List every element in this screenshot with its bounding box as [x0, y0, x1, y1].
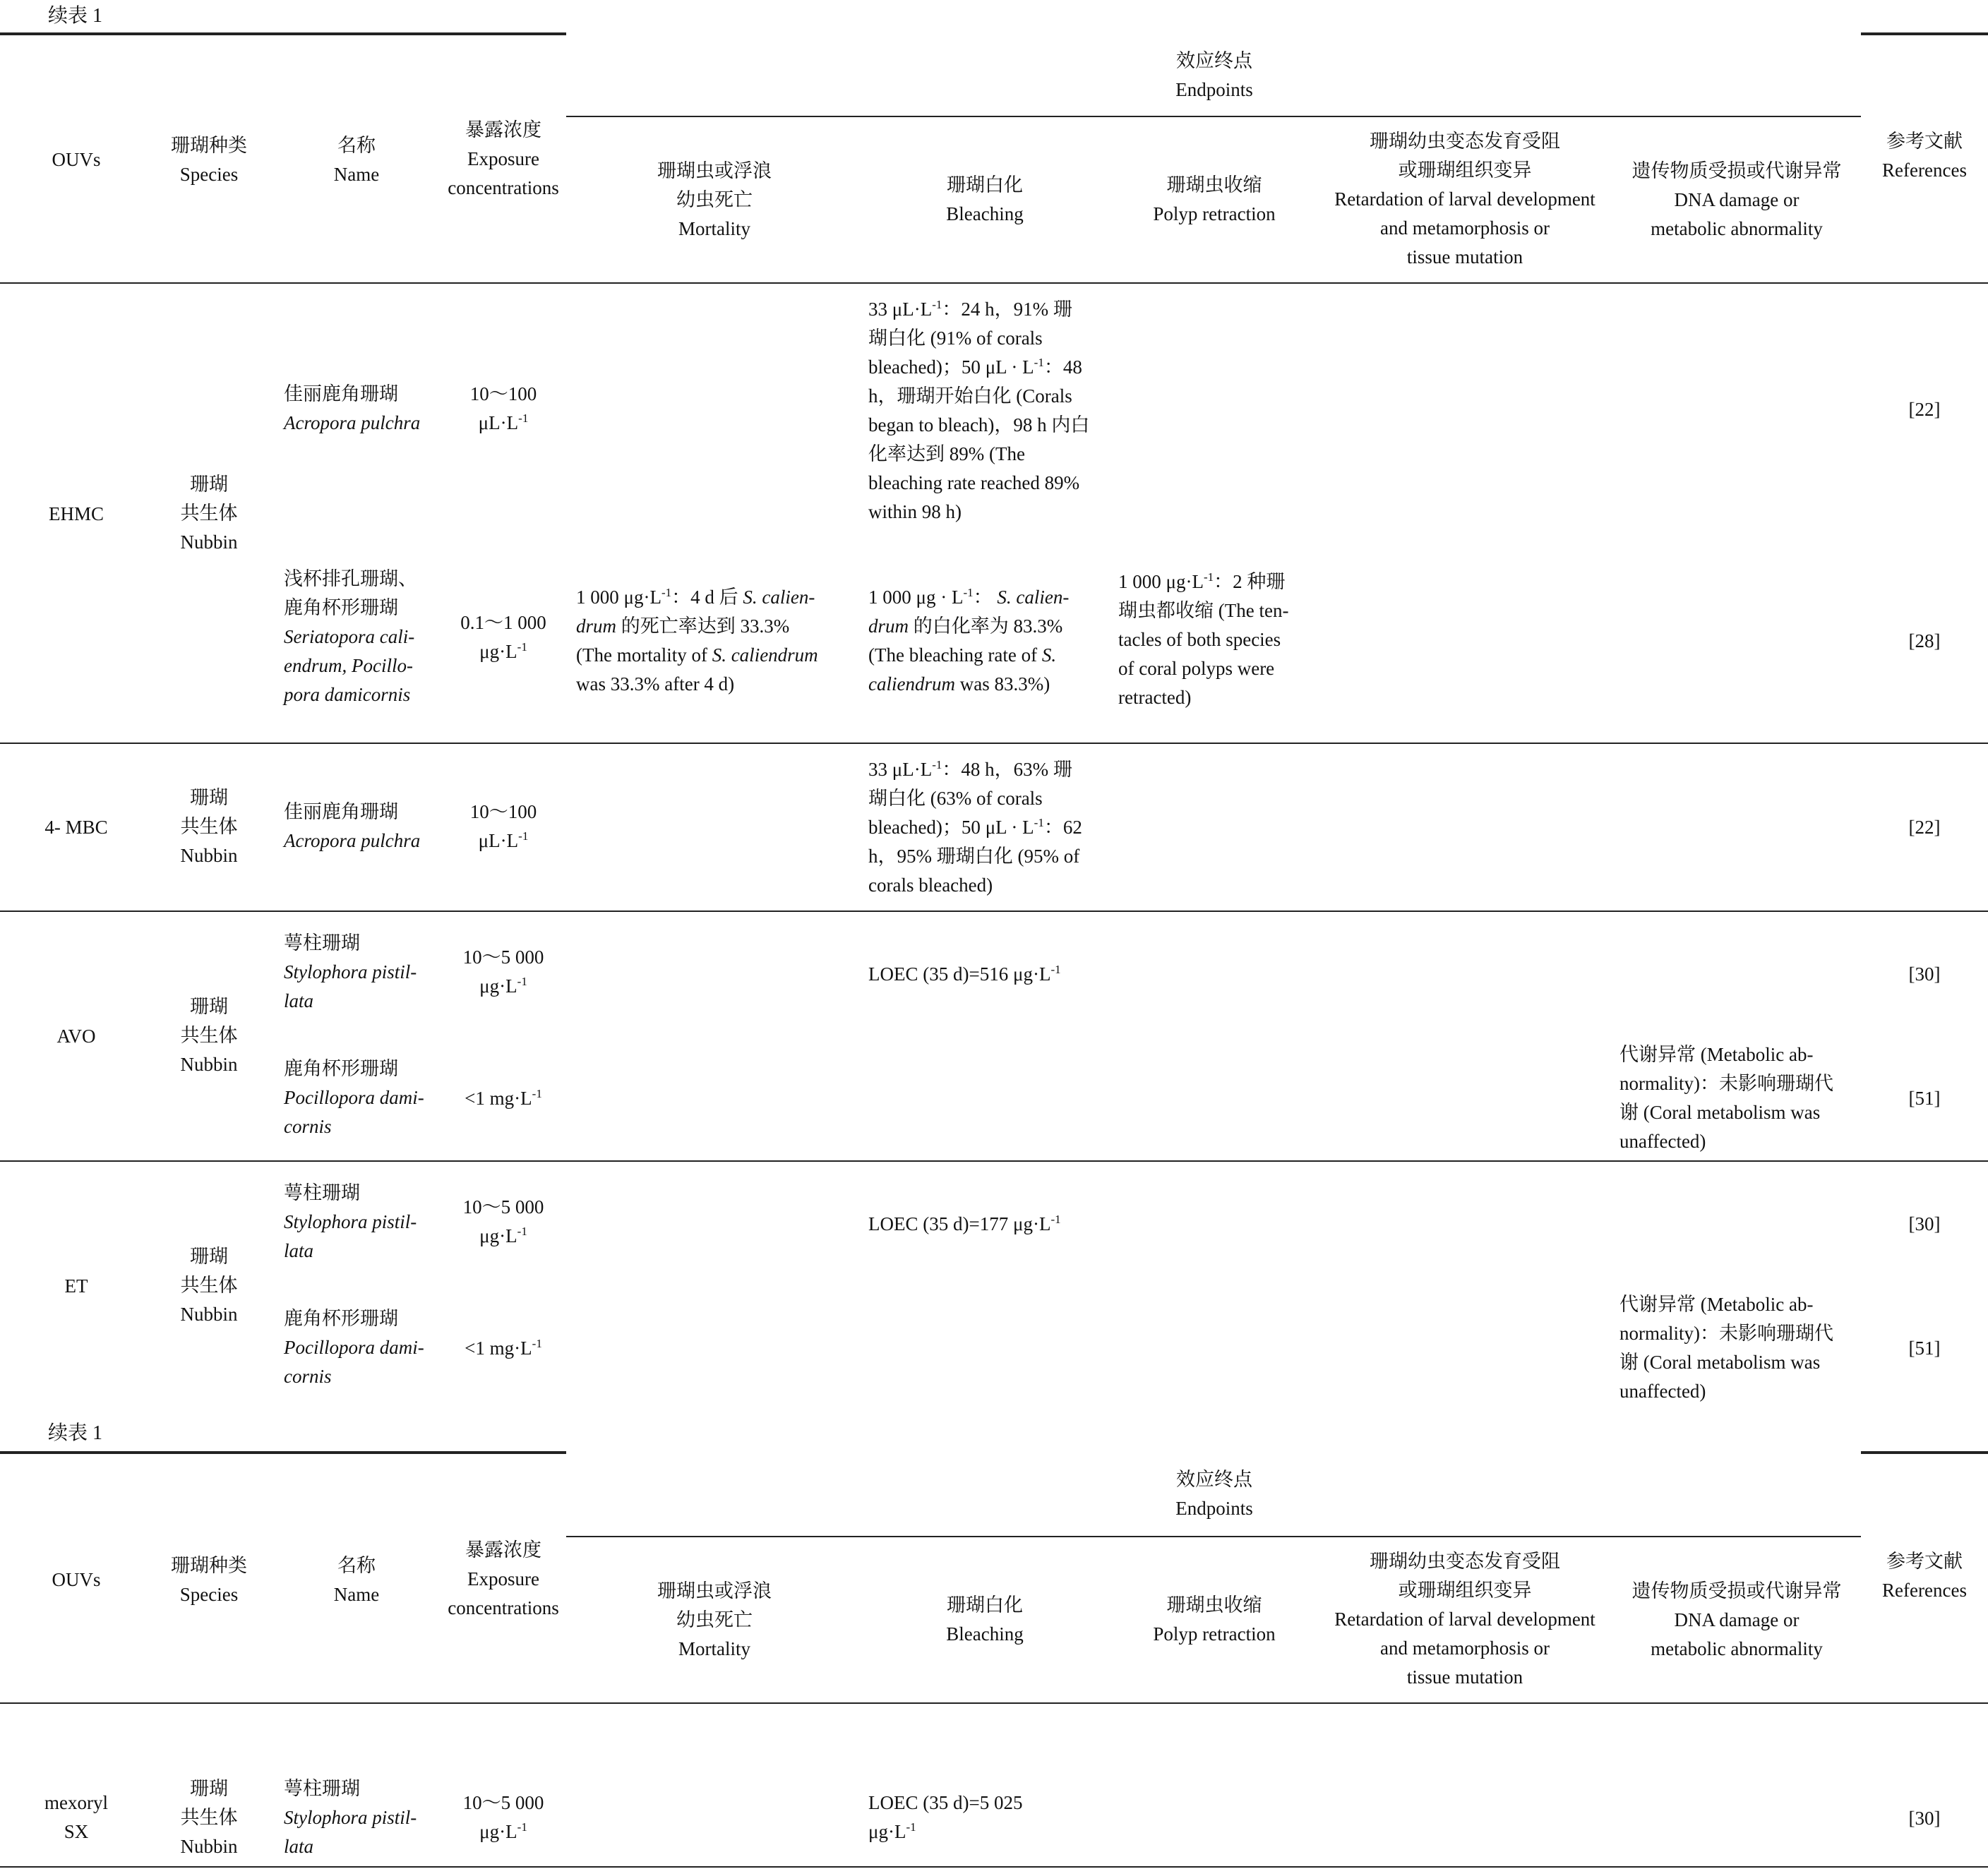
name-et-stylo: 萼柱珊瑚 Stylophora pistil- lata: [284, 1182, 417, 1261]
header-bleaching-2: 珊瑚白化 Bleaching: [946, 1594, 1024, 1645]
header-ouvs: OUVs: [52, 149, 101, 170]
header-species-2: 珊瑚种类 Species: [171, 1555, 247, 1605]
table-caption: 续表 1: [48, 5, 103, 27]
header-exposure-2: 暴露浓度 Exposure concentrations: [448, 1539, 559, 1618]
ouv-et: ET: [64, 1275, 88, 1297]
name-et-pocillo: 鹿角杯形珊瑚 Pocillopora dami- cornis: [284, 1308, 424, 1387]
species-et: 珊瑚 共生体 Nubbin: [180, 1246, 238, 1325]
mortality-ehmc-2: 1 000 $\mu g\cdot L^{-1}$：4 d 后 S. calien- drum 的死亡率达到 33.3% (The mortality of S. caliendrum was 33.3% after 4 d): [576, 586, 818, 695]
header-references: 参考文献 References: [1882, 131, 1967, 181]
top-rule-right: [1861, 32, 1988, 35]
row-rule-4mbc: [0, 911, 1988, 912]
name-ehmc-pulchra: 佳丽鹿角珊瑚 Acropora pulchra: [284, 383, 421, 433]
header-endpoints-2: 效应终点 Endpoints: [1175, 1469, 1253, 1519]
table-caption-2: 续表 1: [48, 1422, 103, 1444]
header-exposure: 暴露浓度 Exposure concentrations: [448, 119, 559, 198]
ref-ehmc-1: [22]: [1908, 399, 1941, 420]
bleaching-mexoryl: LOEC (35 d)=5 025 $\mu g\cdot L^{-1}$: [868, 1792, 1023, 1842]
name-4mbc-pulchra: 佳丽鹿角珊瑚 Acropora pulchra: [284, 801, 421, 851]
exposure-4mbc: 10～100 $\mu L\cdot L^{-1}$: [469, 801, 537, 851]
exposure-ehmc-1: 10～100 $\mu L\cdot L^{-1}$: [469, 383, 537, 433]
bleaching-ehmc-2: 1 000 $\mu g \cdot L^{-1}$： S. calien- drum 的白化率为 83.3% (The bleaching rate of S. caliendrum was 83.3%): [868, 586, 1070, 695]
exposure-avo-1: 10～5 000 $\mu g\cdot L^{-1}$: [462, 946, 544, 997]
ouv-mexoryl: mexoryl SX: [44, 1792, 108, 1842]
header-polyp-2: 珊瑚虫收缩 Polyp retraction: [1153, 1594, 1276, 1645]
ref-ehmc-2: [28]: [1908, 630, 1941, 651]
header-mortality: 珊瑚虫或浮浪 幼虫死亡 Mortality: [657, 160, 772, 239]
row-rule-avo: [0, 1160, 1988, 1162]
top-rule-left-2: [0, 1451, 566, 1454]
row-rule-ehmc: [0, 743, 1988, 744]
bleaching-4mbc: 33 $\mu L\cdot L^{-1}$：48 h，63% 珊 瑚白化 (63% of corals bleached)；50 $\mu L \cdot L^{-1}$：62 h，95% 珊瑚白化 (95% of corals bleached): [868, 758, 1082, 896]
header-polyp: 珊瑚虫收缩 Polyp retraction: [1153, 174, 1276, 224]
dna-avo: 代谢异常 (Metabolic ab- normality)：未影响珊瑚代 谢 (Coral metabolism was unaffected): [1619, 1044, 1833, 1152]
name-avo-pocillo: 鹿角杯形珊瑚 Pocillopora dami- cornis: [284, 1058, 424, 1137]
exposure-et-1: 10～5 000 $\mu g\cdot L^{-1}$: [462, 1196, 544, 1246]
header-rule: [0, 282, 1988, 284]
exposure-ehmc-2: 0.1～1 000 $\mu g\cdot L^{-1}$: [460, 612, 546, 662]
ref-mexoryl: [30]: [1908, 1808, 1941, 1829]
species-4mbc: 珊瑚 共生体 Nubbin: [180, 787, 238, 866]
header-larval: 珊瑚幼虫变态发育受阻 或珊瑚组织变异 Retardation of larval development and metamorphosis or tissue mutation: [1334, 131, 1595, 268]
ref-4mbc: [22]: [1908, 817, 1941, 838]
exposure-et-2: <1 $mg\cdot L^{-1}$: [465, 1337, 542, 1359]
ref-avo-2: [51]: [1908, 1088, 1941, 1109]
header-dna-2: 遗传物质受损或代谢异常 DNA damage or metabolic abnormality: [1631, 1580, 1842, 1659]
header-species: 珊瑚种类 Species: [171, 135, 247, 185]
endpoints-rule: [566, 116, 1861, 117]
name-ehmc-2: 浅杯排孔珊瑚、 鹿角杯形珊瑚 Seriatopora cali- endrum, Pocillo- pora damicornis: [284, 568, 417, 705]
header-bleaching: 珊瑚白化 Bleaching: [946, 174, 1024, 224]
header-rule-2: [0, 1702, 1988, 1704]
header-dna: 遗传物质受损或代谢异常 DNA damage or metabolic abnormality: [1631, 160, 1842, 239]
ref-et-1: [30]: [1908, 1213, 1941, 1234]
header-ouvs-2: OUVs: [52, 1569, 101, 1590]
endpoints-rule-2: [566, 1536, 1861, 1537]
name-mexoryl-stylo: 萼柱珊瑚 Stylophora pistil- lata: [284, 1778, 417, 1857]
dna-et: 代谢异常 (Metabolic ab- normality)：未影响珊瑚代 谢 (Coral metabolism was unaffected): [1619, 1294, 1833, 1402]
ouv-avo: AVO: [56, 1026, 96, 1047]
bleaching-et: LOEC (35 d)=177 $\mu g\cdot L^{-1}$: [868, 1213, 1061, 1234]
exposure-mexoryl: 10～5 000 $\mu g\cdot L^{-1}$: [462, 1792, 544, 1842]
species-ehmc: 珊瑚 共生体 Nubbin: [180, 474, 238, 553]
ref-avo-1: [30]: [1908, 963, 1941, 985]
top-rule-left: [0, 32, 566, 35]
species-mexoryl: 珊瑚 共生体 Nubbin: [180, 1778, 238, 1857]
bleaching-avo: LOEC (35 d)=516 $\mu g\cdot L^{-1}$: [868, 963, 1061, 985]
header-endpoints: 效应终点 Endpoints: [1175, 50, 1253, 100]
top-rule-right-2: [1861, 1451, 1988, 1454]
header-larval-2: 珊瑚幼虫变态发育受阻 或珊瑚组织变异 Retardation of larval development and metamorphosis or tissue mutation: [1334, 1551, 1595, 1688]
header-references-2: 参考文献 References: [1882, 1551, 1967, 1601]
bottom-rule: [0, 1866, 1988, 1868]
header-mortality-2: 珊瑚虫或浮浪 幼虫死亡 Mortality: [657, 1580, 772, 1659]
exposure-avo-2: <1 $mg\cdot L^{-1}$: [465, 1087, 542, 1109]
polyp-ehmc-2: 1 000 $\mu g\cdot L^{-1}$：2 种珊 瑚虫都收缩 (The ten- tacles of both species of coral polyps were retracted): [1118, 570, 1289, 708]
species-avo: 珊瑚 共生体 Nubbin: [180, 996, 238, 1075]
ouv-ehmc: EHMC: [48, 503, 104, 524]
header-name-2: 名称 Name: [333, 1555, 380, 1605]
name-avo-stylo: 萼柱珊瑚 Stylophora pistil- lata: [284, 932, 417, 1011]
header-name: 名称 Name: [333, 135, 380, 185]
ouv-4mbc: 4- MBC: [44, 817, 108, 838]
ref-et-2: [51]: [1908, 1338, 1941, 1359]
bleaching-ehmc-1: 33 $\mu L\cdot L^{-1}$：24 h，91% 珊 瑚白化 (91% of corals bleached)；50 $\mu L \cdot L^{-1}$：48 h，珊瑚开始白化 (Corals began to bleach)，98 h 内白 化率达到 89% (The bleaching rate reached 89% within 98 h): [868, 298, 1090, 522]
